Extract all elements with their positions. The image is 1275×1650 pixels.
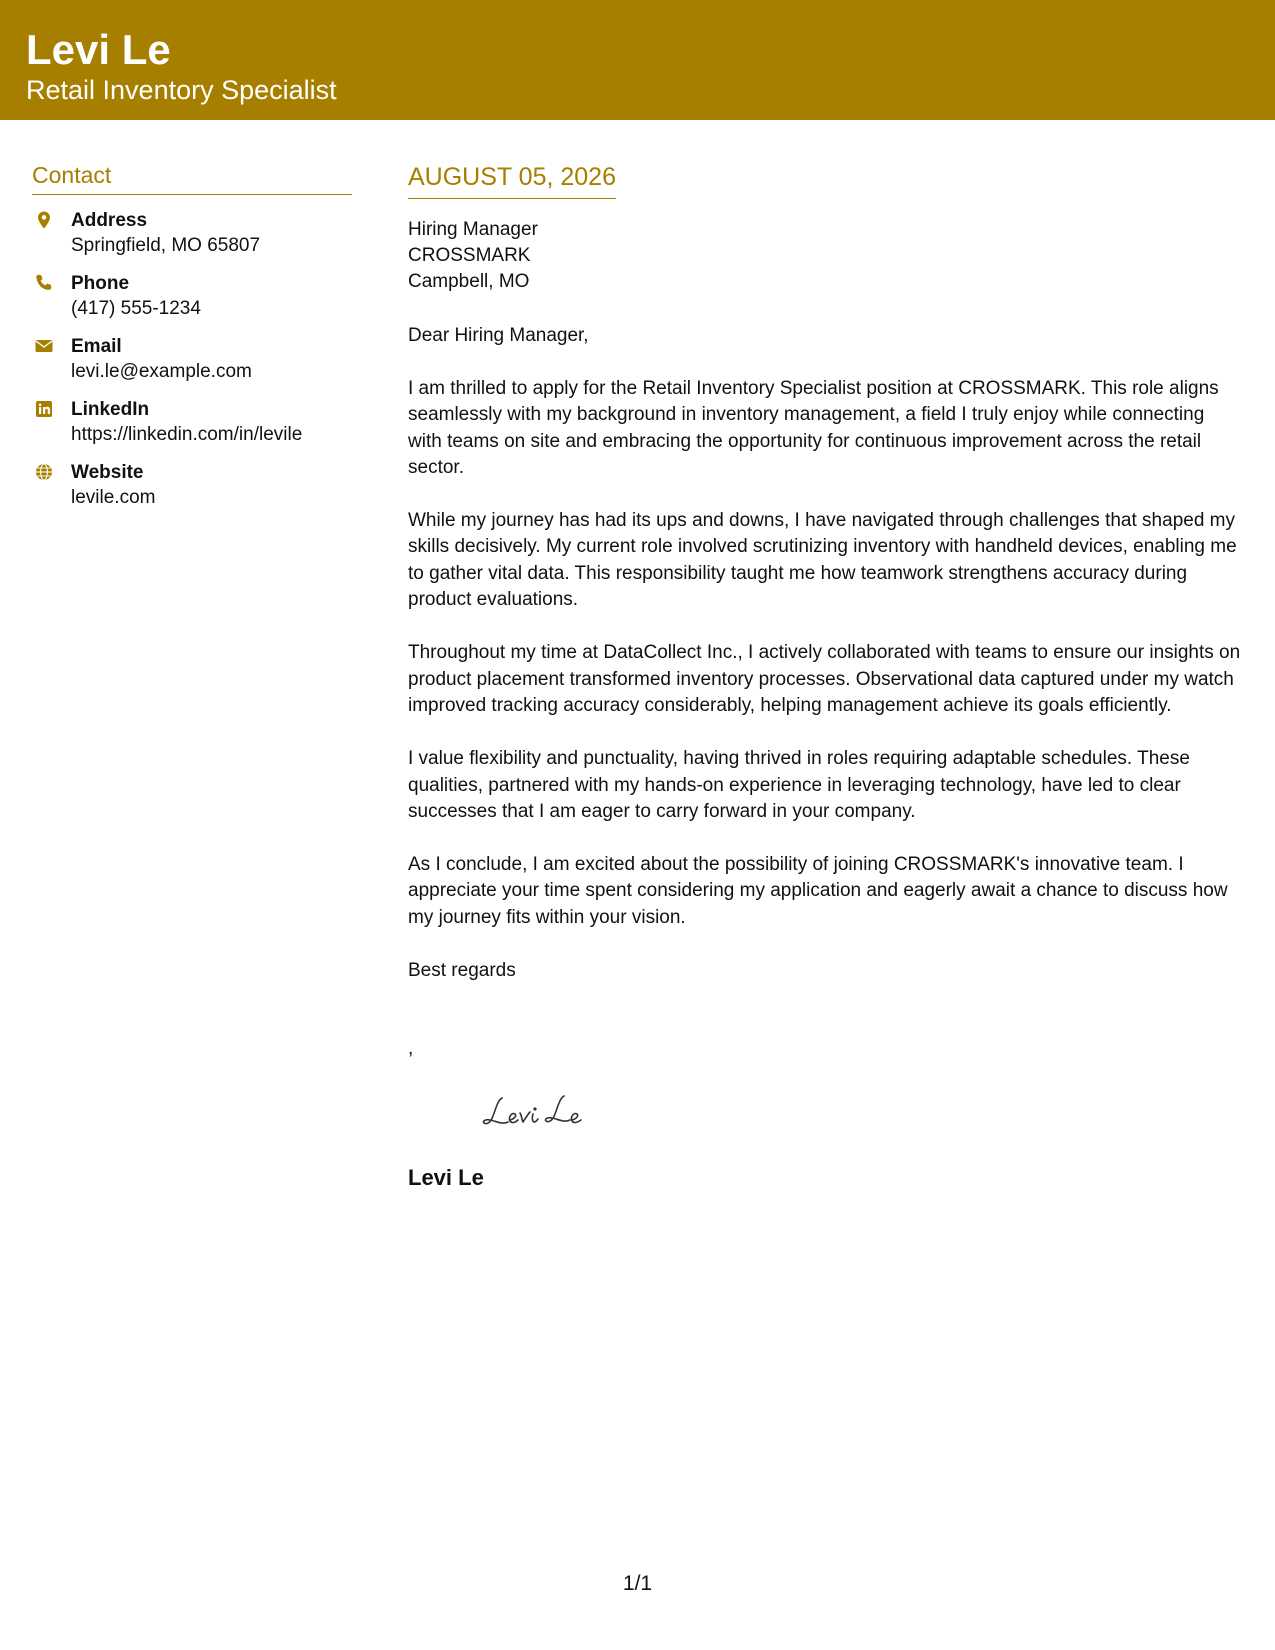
- recipient-location: Campbell, MO: [408, 271, 530, 292]
- contact-phone: [32, 272, 352, 321]
- handwritten-signature: [480, 1090, 1243, 1140]
- website-label: Website: [71, 462, 144, 483]
- email-value: levi.le@example.com: [71, 361, 252, 382]
- contact-linkedin: [32, 398, 352, 447]
- website-value: levile.com: [71, 487, 156, 508]
- recipient-block: [408, 217, 1243, 295]
- phone-value: (417) 555-1234: [71, 298, 201, 319]
- greeting: Dear Hiring Manager,: [408, 325, 589, 346]
- linkedin-label: LinkedIn: [71, 399, 150, 420]
- closing: Best regards: [408, 960, 516, 982]
- contact-sidebar: [32, 160, 352, 510]
- recipient-title: Hiring Manager: [408, 219, 538, 240]
- phone-icon: [34, 273, 54, 293]
- paragraph: Throughout my time at DataCollect Inc., I actively collaborated with teams to ensure our insights on product placement transformed inventory processes. Observational data captured under my watch improved tracking accuracy considerably, helping management achieve its goals efficiently.: [408, 642, 1241, 716]
- contact-email: [32, 335, 352, 384]
- email-icon: [34, 336, 54, 356]
- contact-website: [32, 461, 352, 510]
- globe-icon: [34, 462, 54, 482]
- paragraph: While my journey has had its ups and downs, I have navigated through challenges that shaped my skills decisively. My current role involved scrutinizing inventory with handheld devices, enabling me to gather vital data. This responsibility taught me how teamwork strengthens accuracy during product evaluations.: [408, 510, 1237, 611]
- letter-date: AUGUST 05, 2026: [408, 160, 616, 199]
- contact-address: [32, 209, 352, 258]
- address-value: Springfield, MO 65807: [71, 235, 261, 256]
- address-label: Address: [71, 210, 148, 231]
- header-banner: [0, 0, 1275, 120]
- recipient-company: CROSSMARK: [408, 245, 531, 266]
- phone-label: Phone: [71, 273, 130, 294]
- linkedin-value: https://linkedin.com/in/levile: [71, 424, 303, 445]
- linkedin-icon: [34, 399, 54, 419]
- letter-body: [408, 160, 1243, 1192]
- email-label: Email: [71, 336, 122, 357]
- closing-comma: ,: [408, 1038, 414, 1060]
- paragraph: I value flexibility and punctuality, having thrived in roles requiring adaptable schedules. These qualities, partnered with my hands-on experience in leveraging technology, have led to clear successes that I am eager to carry forward in your company.: [408, 748, 1190, 822]
- contact-heading: Contact: [32, 160, 352, 195]
- paragraph: As I conclude, I am excited about the possibility of joining CROSSMARK's innovative team. I appreciate your time spent considering my application and eagerly await a chance to discuss how my journey fits within your vision.: [408, 854, 1228, 928]
- map-pin-icon: [34, 210, 54, 230]
- page-number: 1/1: [622, 1572, 653, 1595]
- signed-name: Levi Le: [408, 1165, 484, 1191]
- applicant-role: Retail Inventory Specialist: [26, 75, 337, 105]
- paragraph: I am thrilled to apply for the Retail Inventory Specialist position at CROSSMARK. This role aligns seamlessly with my background in inventory management, a field I truly enjoy while connecting with teams on site and embracing the opportunity for continuous improvement across the retail sector.: [408, 378, 1219, 478]
- applicant-name: Levi Le: [26, 26, 171, 73]
